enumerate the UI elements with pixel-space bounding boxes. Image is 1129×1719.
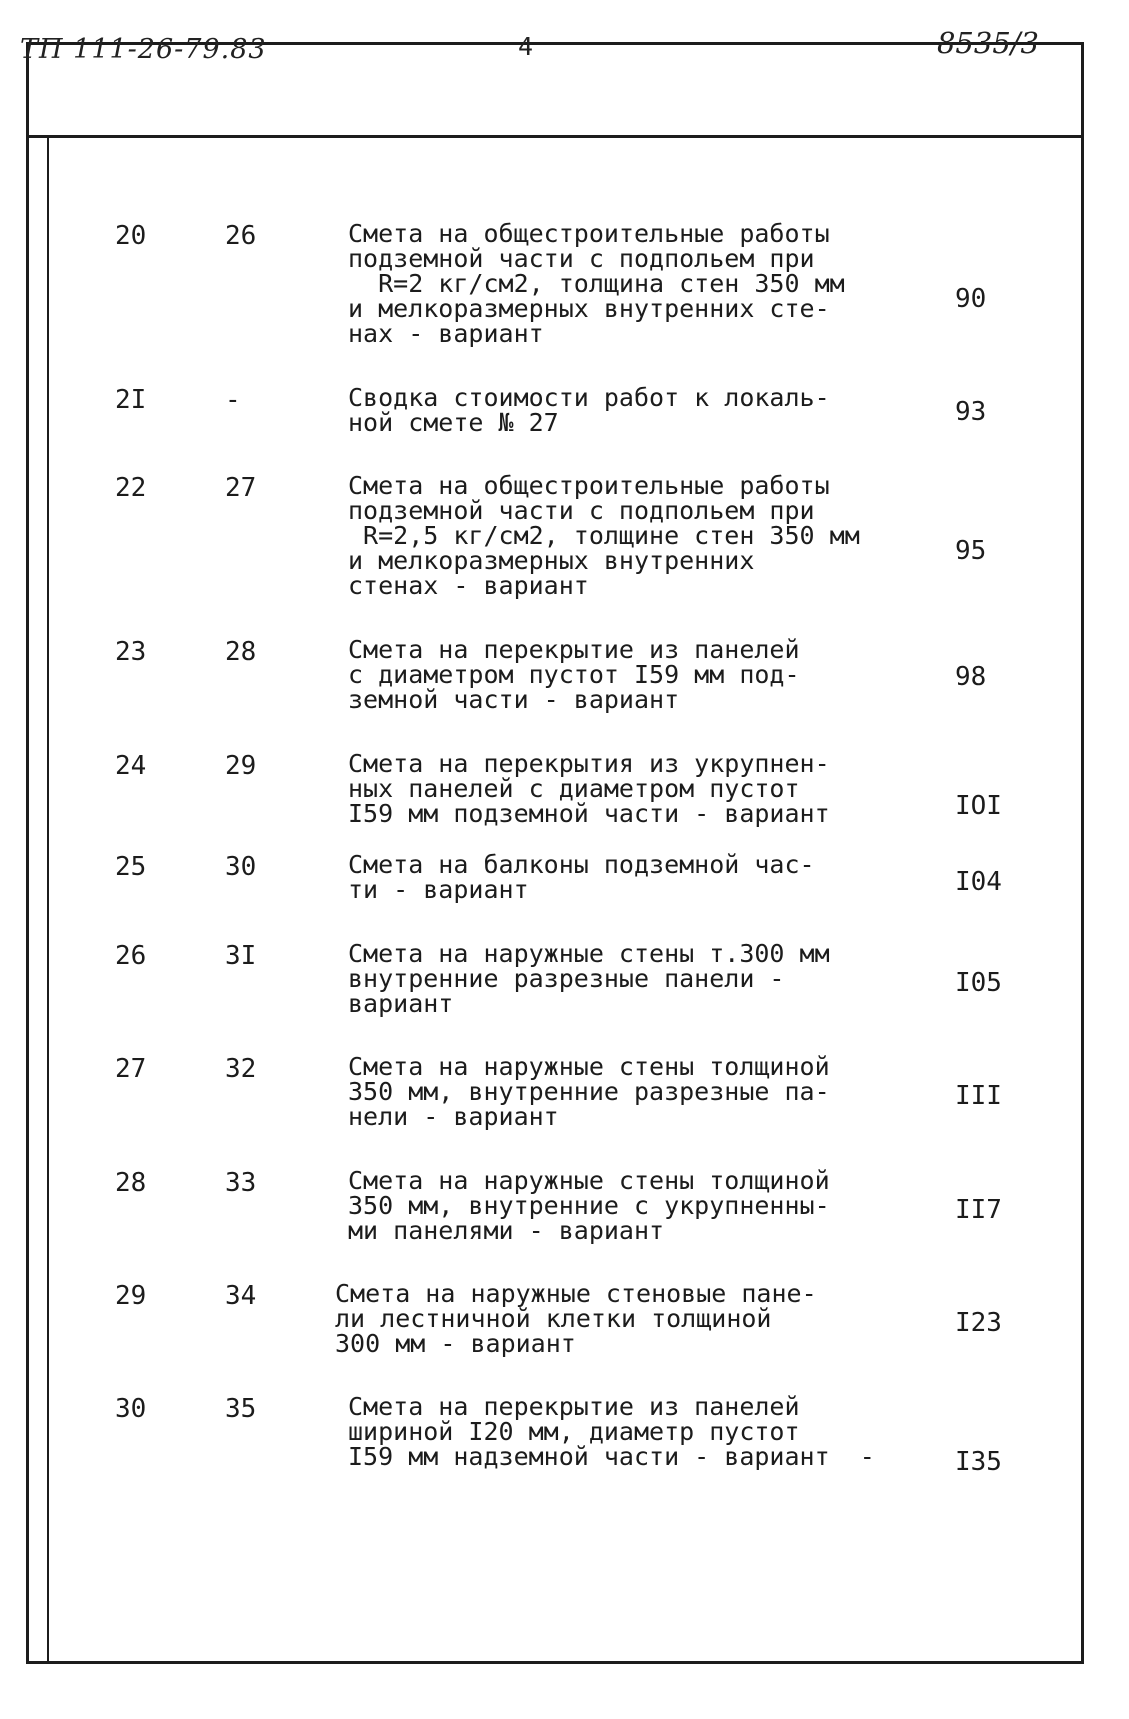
item-title: Смета на балконы подземной час- ти - вариант <box>348 850 815 904</box>
document-code: ТП 111-26-79.83 <box>20 34 267 65</box>
page-ref: 93 <box>955 397 987 427</box>
header-divider <box>29 135 1081 138</box>
item-title: Сводка стоимости работ к локаль- ной смете № 27 <box>348 383 830 437</box>
page-ref: I35 <box>955 1447 1002 1477</box>
item-title: Смета на перекрытие из панелей с диаметром пустот I59 мм под- земной части - вариант <box>348 635 800 714</box>
page-ref: I05 <box>955 968 1002 998</box>
sheet-number: 3I <box>225 941 257 971</box>
item-title: Смета на наружные стены толщиной 350 мм, внутренние с укрупненны- ми панелями - вариант <box>348 1166 830 1245</box>
item-title: Смета на перекрытие из панелей шириной I20 мм, диаметр пустот I59 мм надземной части - вариант - <box>348 1392 875 1471</box>
sheet-number: 35 <box>225 1394 257 1424</box>
page-ref: II7 <box>955 1195 1002 1225</box>
sheet-number: 28 <box>225 637 257 667</box>
sheet-number: 33 <box>225 1168 257 1198</box>
inner-left-border <box>47 135 49 1661</box>
sheet-number: 34 <box>225 1281 257 1311</box>
page-ref: IOI <box>955 791 1002 821</box>
sheet-number: 27 <box>225 473 257 503</box>
row-number: 23 <box>115 637 147 667</box>
page-ref: III <box>955 1081 1002 1111</box>
row-number: 27 <box>115 1054 147 1084</box>
row-number: 29 <box>115 1281 147 1311</box>
item-title: Смета на наружные стены т.300 мм внутренние разрезные панели - вариант <box>348 939 830 1018</box>
item-title: Смета на наружные стеновые пане- ли лестничной клетки толщиной 300 мм - вариант <box>335 1279 817 1358</box>
sheet-number: 29 <box>225 751 257 781</box>
sheet-number: 32 <box>225 1054 257 1084</box>
row-number: 20 <box>115 221 147 251</box>
item-title: Смета на общестроительные работы подземной части с подпольем при R=2,5 кг/см2, толщине стен 350 мм и мелкоразмерных внутренних стенах - вариант <box>348 471 860 600</box>
row-number: 2I <box>115 385 147 415</box>
row-number: 30 <box>115 1394 147 1424</box>
document-ref: 8535/3 <box>936 26 1039 60</box>
sheet-number: - <box>225 385 241 415</box>
page-ref: I04 <box>955 867 1002 897</box>
row-number: 26 <box>115 941 147 971</box>
row-number: 28 <box>115 1168 147 1198</box>
page-ref: 90 <box>955 284 987 314</box>
page-number: 4 <box>518 32 534 61</box>
item-title: Смета на общестроительные работы подземной части с подпольем при R=2 кг/см2, толщина стен 350 мм и мелкоразмерных внутренних сте- нах - вариант <box>348 219 845 348</box>
row-number: 25 <box>115 852 147 882</box>
page-ref: 95 <box>955 536 987 566</box>
sheet-number: 30 <box>225 852 257 882</box>
page-ref: 98 <box>955 662 987 692</box>
row-number: 24 <box>115 751 147 781</box>
item-title: Смета на наружные стены толщиной 350 мм, внутренние разрезные па- нели - вариант <box>348 1052 830 1131</box>
page-ref: I23 <box>955 1308 1002 1338</box>
item-title: Смета на перекрытия из укрупнен- ных панелей с диаметром пустот I59 мм подземной части - вариант <box>348 749 830 828</box>
sheet-number: 26 <box>225 221 257 251</box>
row-number: 22 <box>115 473 147 503</box>
